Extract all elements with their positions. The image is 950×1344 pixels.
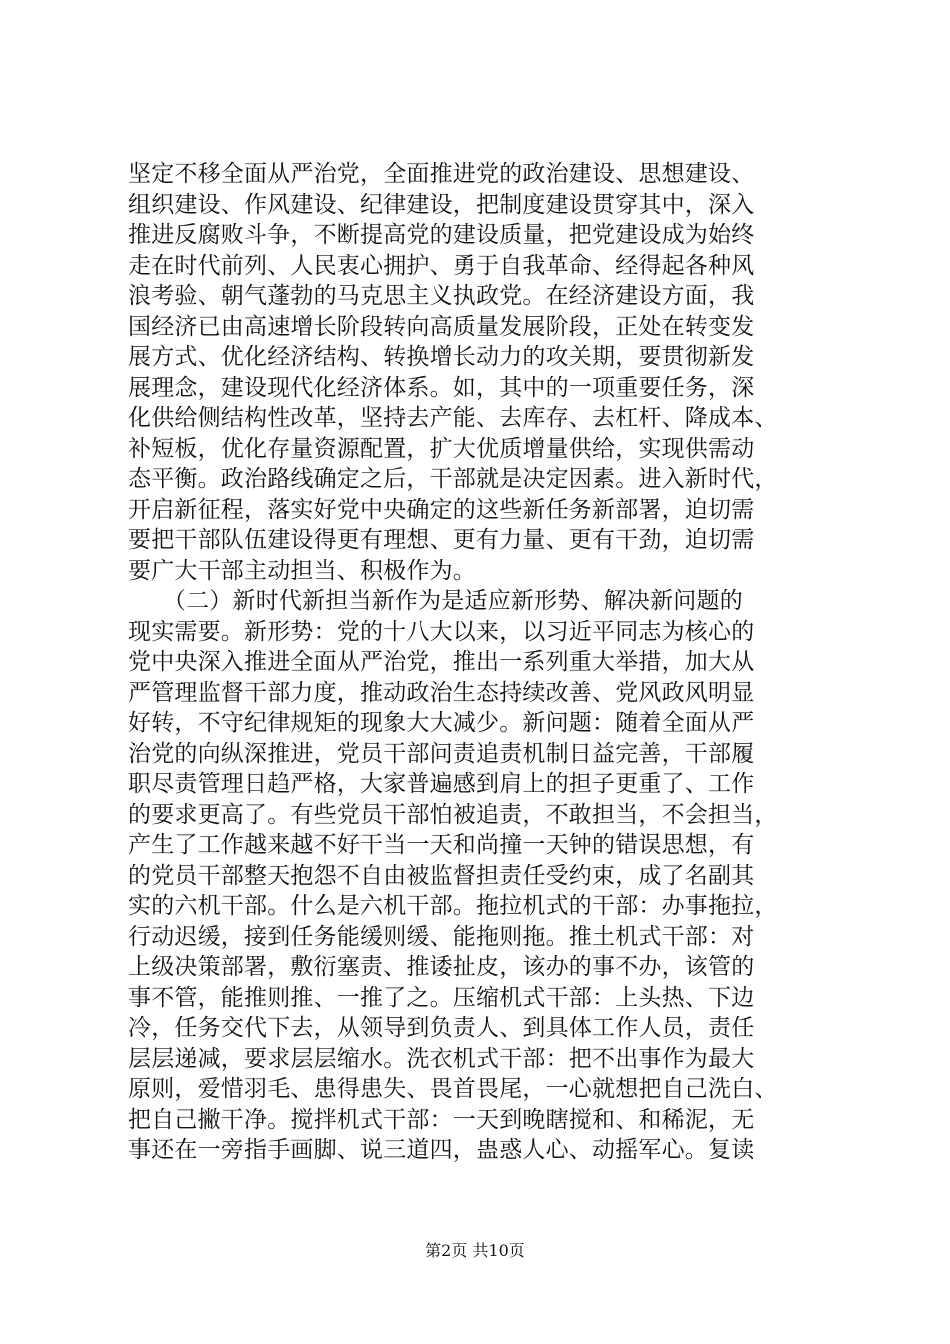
text-line: 冷，任务交代下去，从领导到负责人、到具体工作人员，责任 — [128, 1015, 755, 1041]
text-line: 治党的向纵深推进，党员干部问责追责机制日益完善，干部履 — [128, 740, 755, 767]
text-line: 国经济已由高速增长阶段转向高质量发展阶段，正处在转变发 — [128, 313, 755, 340]
text-line: 把自己撇干净。搅拌机式干部：一天到晚瞎搅和、和稀泥，无 — [128, 1106, 755, 1133]
text-line: 要广大干部主动担当、积极作为。 — [128, 557, 476, 584]
text-line: 原则，爱惜羽毛、患得患失、畏首畏尾，一心就想把自己洗白、 — [128, 1076, 778, 1102]
text-line: 的要求更高了。有些党员干部怕被追责，不敢担当，不会担当， — [128, 801, 778, 828]
text-line: 职尽责管理日趋严格，大家普遍感到肩上的担子更重了、工作 — [128, 771, 755, 797]
text-line: 展理念，建设现代化经济体系。如，其中的一项重要任务，深 — [128, 374, 755, 401]
text-line: 补短板，优化存量资源配置，扩大优质增量供给，实现供需动 — [128, 435, 755, 462]
text-line: 实的六机干部。什么是六机干部。拖拉机式的干部：办事拖拉， — [128, 893, 778, 919]
text-line: 组织建设、作风建设、纪律建设，把制度建设贯穿其中，深入 — [128, 191, 755, 218]
text-line: 党中央深入推进全面从严治党，推出一系列重大举措，加大从 — [128, 649, 755, 675]
text-line: 的党员干部整天抱怨不自由被监督担责任受约束，成了名副其 — [128, 862, 755, 889]
text-line: 严管理监督干部力度，推动政治生态持续改善、党风政风明显 — [128, 679, 755, 706]
text-line: 上级决策部署，敷衍塞责、推诿扯皮，该办的事不办，该管的 — [128, 954, 755, 980]
text-line: 化供给侧结构性改革，坚持去产能、去库存、去杠杆、降成本、 — [128, 405, 778, 431]
text-line: 走在时代前列、人民衷心拥护、勇于自我革命、经得起各种风 — [128, 252, 755, 279]
text-line: 推进反腐败斗争，不断提高党的建设质量，把党建设成为始终 — [128, 222, 755, 248]
text-line: 产生了工作越来越不好干当一天和尚撞一天钟的错误思想，有 — [128, 832, 755, 858]
text-line: 开启新征程，落实好党中央确定的这些新任务新部署，迫切需 — [128, 496, 755, 523]
text-line: 坚定不移全面从严治党，全面推进党的政治建设、思想建设、 — [128, 161, 755, 187]
text-line: 事不管，能推则推、一推了之。压缩机式干部：上头热、下边 — [128, 984, 755, 1011]
text-line: 现实需要。新形势：党的十八大以来，以习近平同志为核心的 — [128, 618, 755, 645]
page-number-footer: 第2页 共10页 — [425, 1241, 525, 1260]
body-text — [128, 159, 828, 1166]
text-line: 浪考验、朝气蓬勃的马克思主义执政党。在经济建设方面，我 — [128, 283, 755, 309]
text-line: 层层递减，要求层层缩水。洗衣机式干部：把不出事作为最大 — [128, 1045, 755, 1072]
text-line: 展方式、优化经济结构、转换增长动力的攻关期，要贯彻新发 — [128, 344, 755, 370]
text-line: 态平衡。政治路线确定之后，干部就是决定因素。进入新时代， — [128, 466, 778, 492]
text-line: 好转，不守纪律规矩的现象大大减少。新问题：随着全面从严 — [128, 710, 755, 736]
text-line: （二）新时代新担当新作为是适应新形势、解决新问题的 — [128, 588, 743, 614]
text-line: 事还在一旁指手画脚、说三道四，蛊惑人心、动摇军心。复读 — [128, 1137, 755, 1163]
text-line: 行动迟缓，接到任务能缓则缓、能拖则拖。推土机式干部：对 — [128, 923, 755, 950]
text-line: 要把干部队伍建设得更有理想、更有力量、更有干劲，迫切需 — [128, 527, 755, 553]
